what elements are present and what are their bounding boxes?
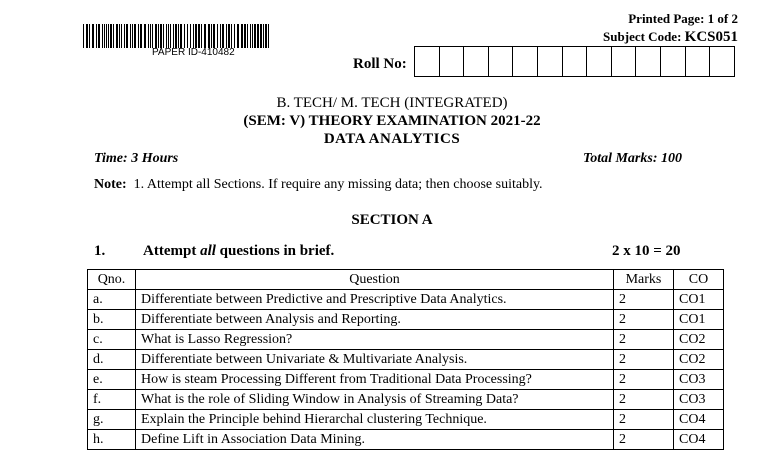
row-marks: 2	[614, 330, 674, 350]
question-number: 1.	[94, 243, 106, 259]
total-marks: Total Marks: 100	[582, 151, 682, 166]
row-marks: 2	[614, 390, 674, 410]
row-question: How is steam Processing Different from Traditional Data Processing?	[136, 370, 614, 390]
table-row	[88, 310, 724, 330]
roll-no-label: Roll No:	[353, 56, 407, 72]
roll-no-box[interactable]	[489, 46, 514, 77]
row-co: CO4	[674, 430, 724, 450]
row-co: CO4	[674, 410, 724, 430]
subject-code-label: Subject Code:	[603, 29, 682, 44]
row-co: CO1	[674, 290, 724, 310]
roll-no-box[interactable]	[612, 46, 637, 77]
row-question: Explain the Principle behind Hierarchal clustering Technique.	[136, 410, 614, 430]
roll-no-box[interactable]	[710, 46, 735, 77]
row-marks: 2	[614, 310, 674, 330]
row-marks: 2	[614, 290, 674, 310]
row-co: CO1	[674, 310, 724, 330]
exam-program: B. TECH/ M. TECH (INTEGRATED)	[276, 95, 508, 111]
row-marks: 2	[614, 410, 674, 430]
roll-no-box[interactable]	[538, 46, 563, 77]
subject-title: DATA ANALYTICS	[323, 131, 461, 147]
header-marks: Marks	[614, 270, 674, 290]
table-row	[88, 430, 724, 450]
subject-code-value: KCS051	[684, 29, 738, 45]
exam-time: Time: 3 Hours	[94, 151, 179, 166]
question-instruction	[143, 243, 334, 260]
row-question: What is the role of Sliding Window in Analysis of Streaming Data?	[136, 390, 614, 410]
row-question: Differentiate between Predictive and Prescriptive Data Analytics.	[136, 290, 614, 310]
row-question: Define Lift in Association Data Mining.	[136, 430, 614, 450]
row-co: CO3	[674, 390, 724, 410]
question-marks: 2 x 10 = 20	[612, 243, 681, 259]
roll-no-box[interactable]	[464, 46, 489, 77]
printed-page: Printed Page: 1 of 2	[628, 11, 738, 26]
row-qno: e.	[88, 370, 136, 390]
roll-no-boxes[interactable]	[414, 46, 735, 77]
row-co: CO2	[674, 350, 724, 370]
header-qno: Qno.	[88, 270, 136, 290]
row-question: Differentiate between Univariate & Multivariate Analysis.	[136, 350, 614, 370]
section-heading: SECTION A	[351, 212, 433, 228]
row-qno: f.	[88, 390, 136, 410]
table-row	[88, 290, 724, 310]
table-row	[88, 330, 724, 350]
row-marks: 2	[614, 430, 674, 450]
roll-no-box[interactable]	[440, 46, 465, 77]
barcode	[83, 24, 270, 48]
roll-no-box[interactable]	[513, 46, 538, 77]
row-co: CO3	[674, 370, 724, 390]
row-qno: d.	[88, 350, 136, 370]
instruction-emphasis: all	[200, 243, 216, 259]
note-label: Note:	[94, 177, 127, 192]
row-qno: c.	[88, 330, 136, 350]
header-co: CO	[674, 270, 724, 290]
table-row	[88, 410, 724, 430]
row-marks: 2	[614, 350, 674, 370]
instruction-suffix: questions in brief.	[215, 243, 335, 259]
row-question: Differentiate between Analysis and Reporting.	[136, 310, 614, 330]
instruction-prefix: Attempt	[143, 243, 201, 259]
roll-no-box[interactable]	[636, 46, 661, 77]
row-qno: a.	[88, 290, 136, 310]
table-row	[88, 390, 724, 410]
roll-no-box[interactable]	[563, 46, 588, 77]
table-header-row	[88, 270, 724, 290]
row-qno: h.	[88, 430, 136, 450]
row-question: What is Lasso Regression?	[136, 330, 614, 350]
roll-no-box[interactable]	[661, 46, 686, 77]
row-co: CO2	[674, 330, 724, 350]
row-qno: g.	[88, 410, 136, 430]
table-row	[88, 370, 724, 390]
note	[94, 177, 543, 193]
roll-no-box[interactable]	[587, 46, 612, 77]
roll-no-box[interactable]	[686, 46, 711, 77]
header-question: Question	[136, 270, 614, 290]
exam-title: (SEM: V) THEORY EXAMINATION 2021-22	[243, 113, 541, 129]
note-text: 1. Attempt all Sections. If require any missing data; then choose suitably.	[133, 177, 543, 192]
row-marks: 2	[614, 370, 674, 390]
roll-no-box[interactable]	[415, 46, 440, 77]
subject-code	[603, 29, 738, 46]
paper-id: PAPER ID-410482	[152, 47, 235, 58]
table-row	[88, 350, 724, 370]
row-qno: b.	[88, 310, 136, 330]
questions-table	[87, 269, 724, 450]
